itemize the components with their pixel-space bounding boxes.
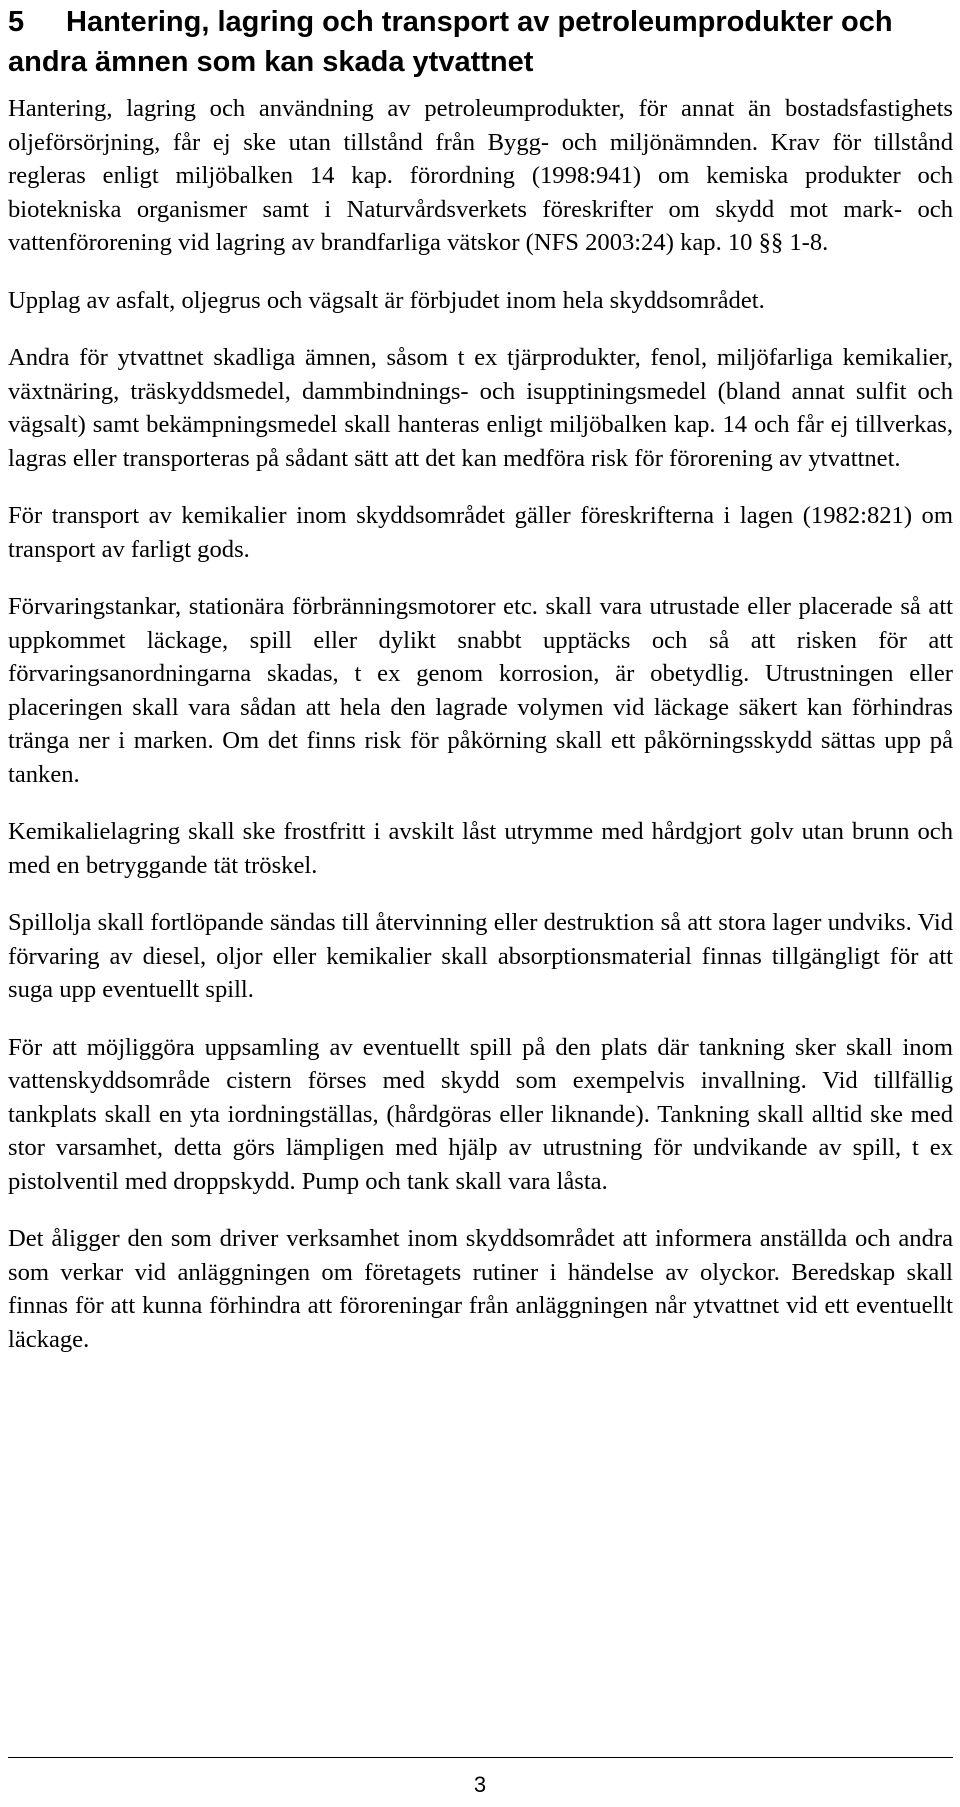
paragraph-harmful-substances: Andra för ytvattnet skadliga ämnen, såsom t ex tjärprodukter, fenol, miljöfarliga kemikalier, växtnäring, träskyddsmedel, dammbindnings- och isupptiningsmedel (bland annat sulfit och vägsalt) samt bekämpningsmedel skall hanteras enligt miljöbalken kap. 14 och får ej tillverkas, lagras eller transporteras på sådant sätt att det kan medföra risk för förorening av ytvattnet. [8, 344, 953, 472]
paragraph-storage-tanks: Förvaringstankar, stationära förbränningsmotorer etc. skall vara utrustade eller placerade så att uppkommet läckage, spill eller dylikt snabbt upptäcks och så att risken för att förvaringsanordningarna skadas, t ex genom korrosion, är obetydlig. Utrustningen eller placeringen skall vara sådan att hela den lagrade volymen vid läckage säkert kan förhindras tränga ner i marken. Om det finns risk för påkörning skall ett påkörningsskydd sättas upp på tanken. [8, 593, 953, 788]
body-text [8, 92, 953, 1380]
section-title: Hantering, lagring och transport av petroleumprodukter och andra ämnen som kan skada ytvattnet [8, 6, 893, 78]
section-number: 5 [8, 6, 25, 38]
page-number: 3 [473, 1772, 487, 1797]
section-heading [8, 2, 953, 82]
paragraph-refueling: För att möjliggöra uppsamling av eventuellt spill på den plats där tankning sker skall inom vattenskyddsområde cistern förses med skydd som exempelvis invallning. Vid tillfällig tankplats skall en yta iordningställas, (hårdgöras eller liknande). Tankning skall alltid ske med stor varsamhet, detta görs lämpligen med hjälp av utrustning för undvikande av spill, t ex pistolventil med droppskydd. Pump och tank skall vara låsta. [8, 1033, 953, 1195]
paragraph-asphalt: Upplag av asfalt, oljegrus och vägsalt är förbjudet inom hela skyddsområdet. [8, 286, 765, 314]
paragraph-information: Det åligger den som driver verksamhet inom skyddsområdet att informera anställda och andra som verkar vid anläggningen om företagets rutiner i händelse av olyckor. Beredskap skall finnas för att kunna förhindra att föroreningar från anläggningen når ytvattnet vid ett eventuellt läckage. [8, 1225, 953, 1353]
paragraph-chemical-storage: Kemikalielagring skall ske frostfritt i avskilt låst utrymme med hårdgjort golv utan brunn och med en betryggande tät tröskel. [8, 818, 953, 879]
paragraph-permit: Hantering, lagring och användning av petroleumprodukter, för annat än bostadsfastighets oljeförsörjning, får ej ske utan tillstånd från Bygg- och miljönämnden. Krav för tillstånd regleras enligt miljöbalken 14 kap. förordning (1998:941) om kemiska produkter och biotekniska organismer samt i Naturvårdsverkets föreskrifter om skydd mot mark- och vattenförorening vid lagring av brandfarliga vätskor (NFS 2003:24) kap. 10 §§ 1-8. [8, 95, 953, 256]
footer-rule [8, 1757, 953, 1758]
paragraph-transport: För transport av kemikalier inom skyddsområdet gäller föreskrifterna i lagen (1982:821) om transport av farligt gods. [8, 502, 953, 563]
paragraph-waste-oil: Spillolja skall fortlöpande sändas till återvinning eller destruktion så att stora lager undviks. Vid förvaring av diesel, oljor eller kemikalier skall absorptionsmaterial finnas tillgängligt för att suga upp eventuellt spill. [8, 909, 953, 1003]
